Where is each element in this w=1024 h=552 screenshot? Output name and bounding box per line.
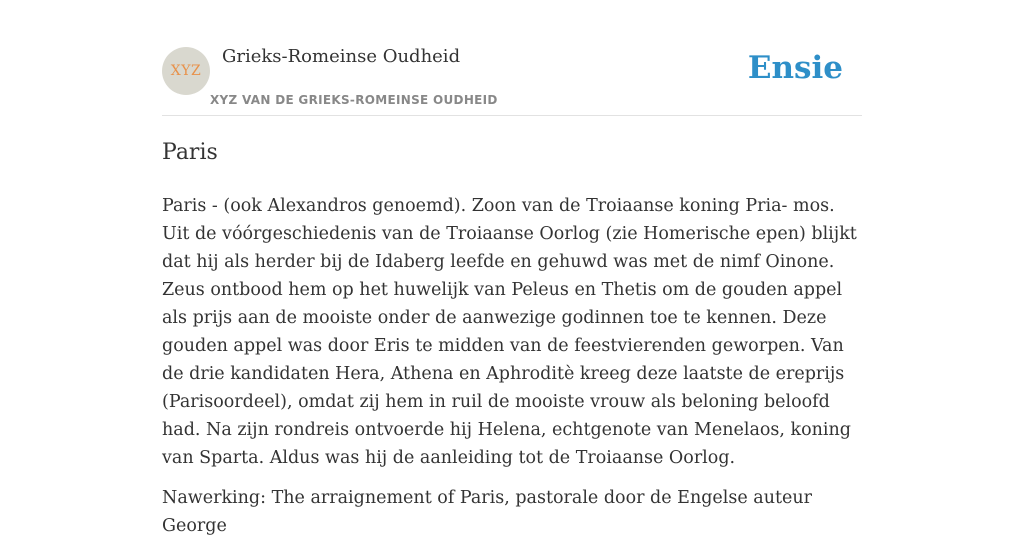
avatar-text: XYZ: [170, 63, 202, 79]
source-avatar[interactable]: [162, 47, 210, 95]
entry-paragraph: Nawerking: The arraignement of Paris, pastorale door de Engelse auteur George: [162, 488, 813, 536]
entry-paragraph: Paris - (ook Alexandros genoemd). Zoon van de Troiaanse koning Pria- mos. Uit de vóórgeschiedenis van de Troiaanse Oorlog (zie Homerische epen) blijkt dat hij als herder bij de Idaberg leefde en gehuwd was met de nimf Oinone. Zeus ontbood hem op het huwelijk van Peleus en Thetis om de gouden appel als prijs aan de mooiste onder de aanwezige godinnen toe te kennen. Deze gouden appel was door Eris te midden van de feestvierenden geworpen. Van de drie kandidaten Hera, Athena en Aphroditè kreeg deze laatste de ereprijs (Parisoordeel), omdat zij hem in ruil de mooiste vrouw als beloning beloofd had. Na zijn rondreis ontvoerde hij Helena, echtgenote van Menelaos, koning van Sparta. Aldus was hij de aanleiding tot de Troiaanse Oorlog.: [162, 196, 857, 468]
source-title-link[interactable]: Grieks-Romeinse Oudheid: [222, 46, 461, 67]
ensie-logo-link[interactable]: Ensie: [747, 50, 843, 86]
content-container: [162, 0, 862, 536]
header: [162, 0, 862, 116]
source-subtitle: XYZ VAN DE GRIEKS-ROMEINSE OUDHEID: [210, 93, 498, 107]
entry-body: [162, 192, 862, 552]
entry-title: Paris: [162, 140, 218, 165]
